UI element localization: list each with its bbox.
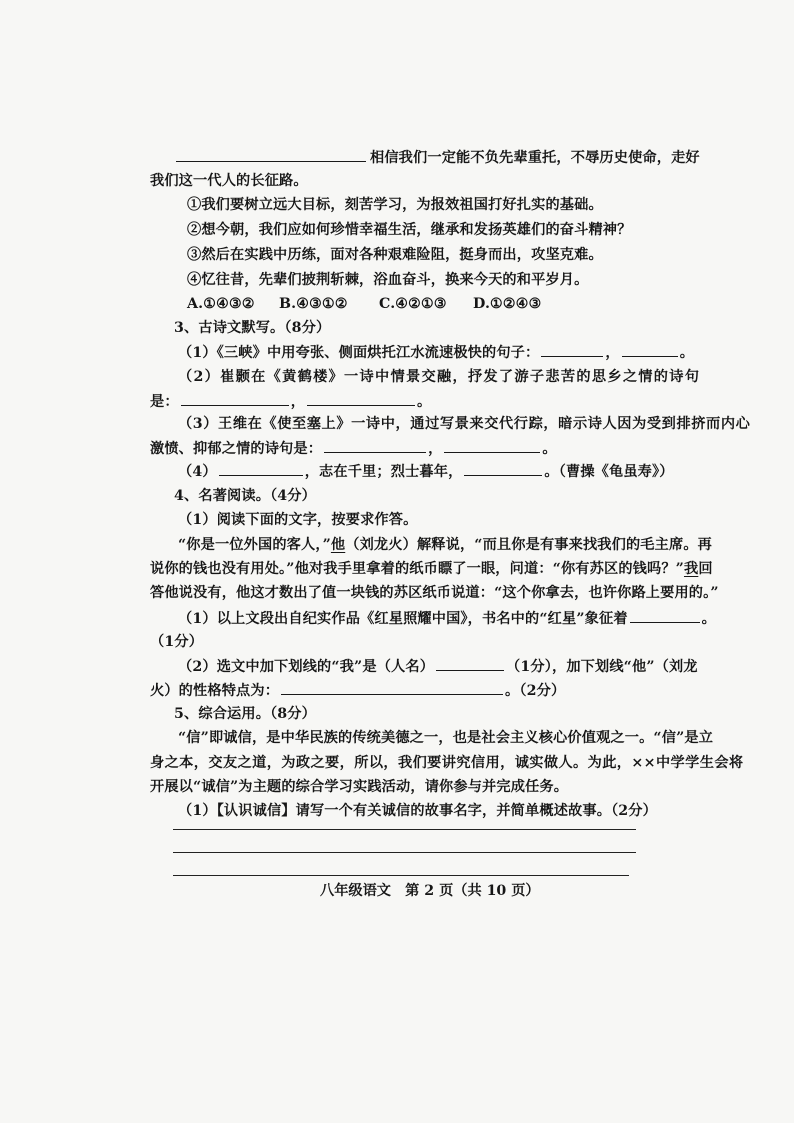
passage-line-2: 说你的钱也没有用处。”他对我手里拿着的纸币瞟了一眼，问道：“你有苏区的钱吗？”我回 — [150, 561, 713, 577]
q4-sub-2-line-2: 火）的性格特点为： 。（2分） — [150, 680, 565, 701]
q5-intro-line-3: 开展以“诚信”为主题的综合学习实践活动，请你参与并完成任务。 — [150, 779, 569, 795]
q5-intro-line-2: 身之本，交友之道，为政之要，所以，我们要讲究信用，诚实做人。为此，××中学学生会将 — [150, 755, 744, 771]
answer-blank[interactable] — [219, 461, 303, 476]
answer-blank[interactable] — [324, 438, 426, 453]
answer-blank[interactable] — [176, 147, 366, 162]
answer-line[interactable] — [173, 875, 629, 876]
option-d[interactable]: D.①②④③ — [473, 296, 542, 312]
answer-blank[interactable] — [307, 391, 415, 406]
q3-part-4: （4） ，志在千里；烈士暮年， 。（曹操《龟虽寿》） — [178, 461, 674, 482]
q3-part-3-line-1: （3）王维在《使至塞上》一诗中，通过写景来交代行踪，暗示诗人因为受到排挤而内心 — [178, 416, 751, 432]
continuation-line-1: 相信我们一定能不负先辈重托，不辱历史使命，走好 — [176, 147, 700, 168]
option-c[interactable]: C.④②①③ — [379, 296, 447, 312]
answer-blank[interactable] — [464, 461, 542, 476]
answer-line[interactable] — [173, 829, 636, 830]
sentence-item: ①我们要树立远大目标，刻苦学习，为报效祖国打好扎实的基础。 — [187, 197, 603, 213]
answer-line[interactable] — [173, 852, 636, 853]
answer-blank[interactable] — [630, 608, 700, 623]
answer-blank[interactable] — [181, 391, 289, 406]
q4-sub-2-line-1: （2）选文中加下划线的“我”是（人名） （1分），加下划线“他”（刘龙 — [178, 656, 698, 677]
underlined-wo: 我 — [683, 561, 699, 577]
page-footer: 八年级语文 第 2 页（共 10 页） — [320, 883, 540, 899]
q3-part-2-line-1: （2）崔颢在《黄鹤楼》一诗中情景交融，抒发了游子悲苦的思乡之情的诗句 — [178, 369, 701, 385]
option-b[interactable]: B.④③①② — [279, 296, 348, 312]
q4-instruction: （1）阅读下面的文字，按要求作答。 — [178, 512, 418, 528]
answer-blank[interactable] — [444, 438, 540, 453]
sentence-item: ②想今朝，我们应如何珍惜幸福生活，继承和发扬英雄们的奋斗精神？ — [187, 222, 632, 238]
answer-blank[interactable] — [541, 342, 603, 357]
answer-blank[interactable] — [622, 342, 678, 357]
sentence-item: ③然后在实践中历练，面对各种艰难险阻，挺身而出，攻坚克难。 — [187, 247, 603, 263]
continuation-line-2: 我们这一代人的长征路。 — [150, 173, 308, 189]
q5-intro-line-1: “信”即诚信，是中华民族的传统美德之一，也是社会主义核心价值观之一。“信”是立 — [178, 730, 714, 746]
q3-part-1: （1）《三峡》中用夸张、侧面烘托江水流速极快的句子： ， 。 — [178, 342, 694, 363]
q3-part-3-line-2: 激愤、抑郁之情的诗句是： ， 。 — [150, 438, 557, 459]
underlined-he: 他 — [330, 537, 346, 553]
q4-sub-1: （1）以上文段出自纪实作品《红星照耀中国》，书名中的“红星”象征着 。 — [178, 608, 716, 629]
answer-blank[interactable] — [281, 680, 503, 695]
answer-blank[interactable] — [436, 656, 504, 671]
passage-line-3: 答他说没有，他这才数出了值一块钱的苏区纸币说道：“这个你拿去，也许你路上要用的。” — [150, 585, 719, 601]
sentence-item: ④忆往昔，先辈们披荆斩棘，浴血奋斗，换来今天的和平岁月。 — [187, 272, 589, 288]
option-a[interactable]: A.①④③② — [187, 296, 255, 312]
passage-line-1: “你是一位外国的客人，”他（刘龙火）解释说，“而且你是有事来找我们的毛主席。再 — [178, 537, 712, 553]
q4-sub-1-score: （1分） — [150, 634, 204, 650]
question-4-heading: 4、名著阅读。（4分） — [174, 488, 316, 504]
q5-task-1: （1）【认识诚信】请写一个有关诚信的故事名字，并简单概述故事。（2分） — [178, 803, 657, 819]
question-5-heading: 5、综合运用。（8分） — [174, 706, 316, 722]
q3-part-2-line-2: 是： ， 。 — [150, 391, 431, 412]
options-row — [187, 294, 542, 314]
question-3-heading: 3、古诗文默写。（8分） — [174, 320, 331, 336]
